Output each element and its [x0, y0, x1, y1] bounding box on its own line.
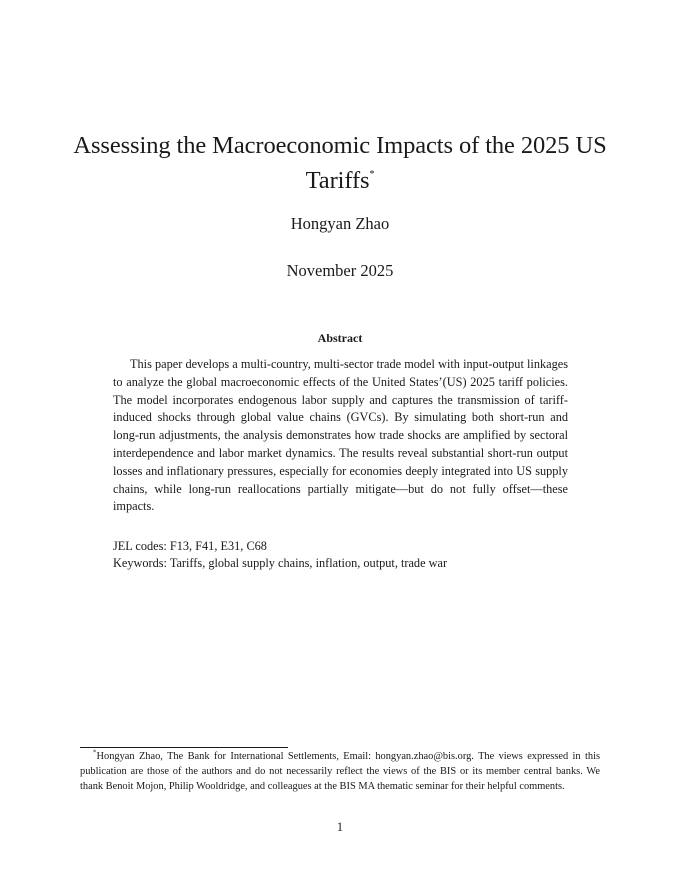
jel-codes: JEL codes: F13, F41, E31, C68 [113, 539, 267, 553]
footnote-divider [80, 747, 288, 748]
abstract-body: This paper develops a multi-country, multi-sector trade model with input-output linkages to analyze the global macroeconomic effects of the United States’(US) 2025 tariff policies. The model incorporates endogenous labor supply and captures the transmission of tariff-induced shocks through global value chains (GVCs). By simulating both short-run and long-run adjustments, the analysis demonstrates how trade shocks are amplified by sectoral interdependence and labor market dynamics. The results reveal substantial short-run output losses and inflationary pressures, especially for economies deeply integrated into US supply chains, while long-run reallocations partially mitigate—but do not fully offset—these impacts. [113, 357, 568, 514]
publication-date: November 2025 [286, 261, 394, 280]
abstract-heading: Abstract [317, 331, 363, 345]
author-name: Hongyan Zhao [290, 214, 390, 233]
footnote [80, 749, 600, 794]
paper-title-text: Assessing the Macroeconomic Impacts of the 2025 US Tariffs [73, 132, 607, 194]
title-footnote-mark[interactable]: * [369, 168, 375, 180]
keywords: Keywords: Tariffs, global supply chains, inflation, output, trade war [113, 556, 448, 570]
paper-title [70, 128, 610, 198]
footnote-text: Hongyan Zhao, The Bank for International Settlements, Email: hongyan.zhao@bis.org. The views expressed in this publication are those of the authors and do not necessarily reflect the views of the BIS or its member central banks. We thank Benoit Mojon, Philip Wooldridge, and colleagues at the BIS MA thematic seminar for their helpful comments. [80, 751, 600, 792]
footnote-mark: * [93, 748, 97, 757]
page-number: 1 [336, 820, 344, 834]
